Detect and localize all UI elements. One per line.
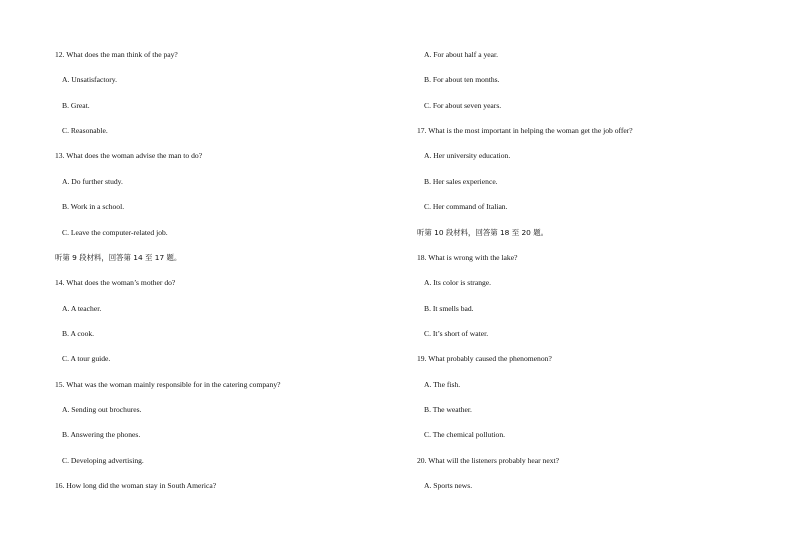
answer-option: B. Work in a school.	[62, 202, 125, 212]
question-text: 18. What is wrong with the lake?	[417, 252, 518, 262]
answer-option: C. For about seven years.	[424, 100, 502, 110]
answer-option: B. Great.	[62, 100, 90, 110]
question-text: 16. How long did the woman stay in South America?	[55, 481, 217, 490]
answer-option: C. Her command of Italian.	[424, 202, 508, 212]
answer-option: C. It’s short of water.	[424, 328, 489, 338]
answer-option: A. Its color is strange.	[424, 278, 492, 288]
answer-option: B. Answering the phones.	[62, 430, 141, 440]
answer-option: A. A teacher.	[62, 303, 102, 313]
answer-option: C. Reasonable.	[62, 126, 108, 136]
answer-option: B. The weather.	[424, 404, 472, 414]
answer-option: A. Unsatisfactory.	[62, 75, 117, 85]
answer-option: A. Sports news.	[424, 481, 473, 490]
answer-option: C. A tour guide.	[62, 354, 111, 364]
answer-option: C. Developing advertising.	[62, 455, 144, 465]
question-text: 19. What probably caused the phenomenon?	[417, 354, 552, 364]
question-text: 14. What does the woman’s mother do?	[55, 278, 176, 288]
section-instruction: 听第 9 段材料，回答第 14 至 17 题。	[55, 252, 182, 262]
answer-option: C. The chemical pollution.	[424, 430, 506, 440]
answer-option: B. Her sales experience.	[424, 176, 498, 186]
answer-option: A. Sending out brochures.	[62, 404, 142, 414]
answer-option: C. Leave the computer-related job.	[62, 227, 168, 237]
answer-option: A. The fish.	[424, 379, 461, 389]
answer-option: B. For about ten months.	[424, 75, 500, 85]
answer-option: B. It smells bad.	[424, 303, 474, 313]
answer-option: A. For about half a year.	[424, 50, 499, 59]
section-instruction: 听第 10 段材料，回答第 18 至 20 题。	[417, 227, 548, 237]
question-text: 13. What does the woman advise the man to do?	[55, 151, 203, 161]
question-text: 15. What was the woman mainly responsible for in the catering company?	[55, 379, 281, 389]
question-text: 20. What will the listeners probably hear next?	[417, 455, 559, 465]
answer-option: B. A cook.	[62, 328, 95, 338]
answer-option: A. Her university education.	[424, 151, 511, 161]
answer-option: A. Do further study.	[62, 176, 123, 186]
question-text: 17. What is the most important in helping the woman get the job offer?	[417, 126, 633, 136]
question-text: 12. What does the man think of the pay?	[55, 50, 178, 59]
